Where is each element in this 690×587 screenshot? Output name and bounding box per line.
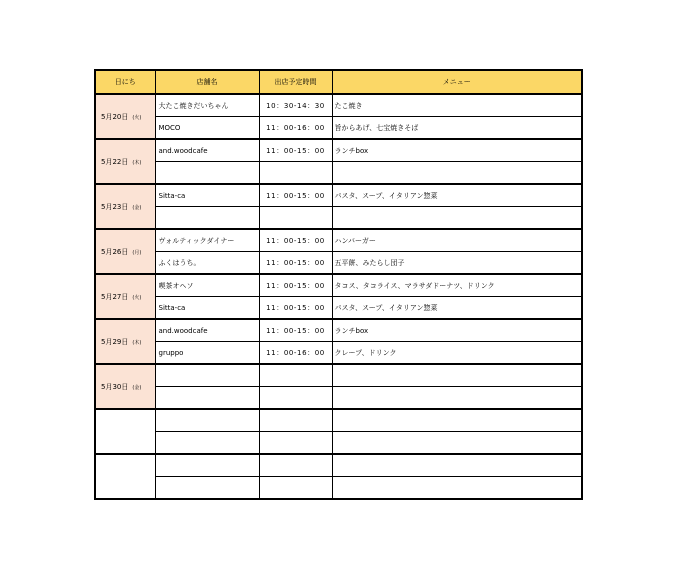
shop-cell: MOCO (155, 117, 259, 140)
date-label: 5月23日 (101, 202, 129, 211)
header-time: 出店予定時間 (259, 70, 332, 94)
weekday-label: (火) (132, 114, 142, 121)
table-row (95, 184, 582, 207)
table-row (95, 139, 582, 162)
time-cell (259, 364, 332, 387)
shop-cell: ふくはうち。 (155, 252, 259, 275)
time-cell: 11：00-16：00 (259, 117, 332, 140)
menu-cell: タコス、タコライス、マラサダドーナツ、ドリンク (332, 274, 582, 297)
shop-cell (155, 364, 259, 387)
menu-cell: パスタ、スープ、イタリアン惣菜 (332, 184, 582, 207)
time-cell (259, 387, 332, 410)
table-row (95, 319, 582, 342)
date-cell (95, 409, 155, 454)
weekday-label: (月) (132, 249, 142, 256)
time-cell: 11：00-15：00 (259, 139, 332, 162)
date-cell (95, 454, 155, 499)
event-schedule-table (94, 69, 583, 500)
shop-cell (155, 207, 259, 230)
table-row (95, 342, 582, 365)
table-row (95, 477, 582, 500)
menu-cell (332, 409, 582, 432)
shop-cell: and.woodcafe (155, 139, 259, 162)
menu-cell (332, 477, 582, 500)
date-cell (95, 274, 155, 319)
weekday-label: (金) (132, 204, 142, 211)
weekday-label: (木) (132, 339, 142, 346)
shop-cell (155, 454, 259, 477)
date-cell (95, 139, 155, 184)
time-cell: 11：00-15：00 (259, 297, 332, 320)
table-row (95, 207, 582, 230)
date-label: 5月26日 (101, 247, 129, 256)
menu-cell (332, 454, 582, 477)
menu-cell (332, 364, 582, 387)
date-cell (95, 229, 155, 274)
table-row (95, 117, 582, 140)
weekday-label: (火) (132, 294, 142, 301)
header-date: 日にち (95, 70, 155, 94)
menu-cell: ランチbox (332, 319, 582, 342)
shop-cell (155, 409, 259, 432)
date-label: 5月27日 (101, 292, 129, 301)
shop-cell: 大たこ焼きだいちゃん (155, 94, 259, 117)
time-cell (259, 207, 332, 230)
table-row (95, 252, 582, 275)
weekday-label: (木) (132, 159, 142, 166)
menu-cell (332, 387, 582, 410)
schedule-body (95, 94, 582, 499)
shop-cell: Sitta-ca (155, 184, 259, 207)
time-cell (259, 454, 332, 477)
table-row (95, 387, 582, 410)
header-menu: メニュー (332, 70, 582, 94)
menu-cell (332, 207, 582, 230)
date-label: 5月30日 (101, 382, 129, 391)
table-row (95, 297, 582, 320)
shop-cell (155, 432, 259, 455)
shop-cell: ヴォルティックダイナー (155, 229, 259, 252)
weekday-label: (金) (132, 384, 142, 391)
time-cell: 11：00-15：00 (259, 252, 332, 275)
time-cell: 11：00-16：00 (259, 342, 332, 365)
menu-cell: ランチbox (332, 139, 582, 162)
table-row (95, 274, 582, 297)
menu-cell: 五平餅、みたらし団子 (332, 252, 582, 275)
time-cell (259, 409, 332, 432)
time-cell (259, 162, 332, 185)
time-cell (259, 477, 332, 500)
menu-cell (332, 162, 582, 185)
menu-cell: 旨からあげ、七宝焼きそば (332, 117, 582, 140)
menu-cell (332, 432, 582, 455)
time-cell: 11：00-15：00 (259, 229, 332, 252)
date-cell (95, 319, 155, 364)
date-cell (95, 364, 155, 409)
shop-cell: and.woodcafe (155, 319, 259, 342)
shop-cell (155, 387, 259, 410)
date-label: 5月20日 (101, 112, 129, 121)
date-cell (95, 94, 155, 139)
date-label: 5月29日 (101, 337, 129, 346)
header-row (95, 70, 582, 94)
time-cell: 11：00-15：00 (259, 274, 332, 297)
shop-cell: Sitta-ca (155, 297, 259, 320)
table-row (95, 409, 582, 432)
shop-cell: gruppo (155, 342, 259, 365)
date-cell (95, 184, 155, 229)
table-row (95, 162, 582, 185)
menu-cell: ハンバーガー (332, 229, 582, 252)
table-row (95, 94, 582, 117)
time-cell: 10：30-14：30 (259, 94, 332, 117)
time-cell (259, 432, 332, 455)
table-row (95, 454, 582, 477)
time-cell: 11：00-15：00 (259, 184, 332, 207)
date-label: 5月22日 (101, 157, 129, 166)
shop-cell (155, 477, 259, 500)
header-shop: 店舗名 (155, 70, 259, 94)
table-row (95, 364, 582, 387)
table-row (95, 432, 582, 455)
shop-cell: 喫茶オヘソ (155, 274, 259, 297)
table-row (95, 229, 582, 252)
shop-cell (155, 162, 259, 185)
menu-cell: たこ焼き (332, 94, 582, 117)
time-cell: 11：00-15：00 (259, 319, 332, 342)
menu-cell: パスタ、スープ、イタリアン惣菜 (332, 297, 582, 320)
menu-cell: クレープ、ドリンク (332, 342, 582, 365)
